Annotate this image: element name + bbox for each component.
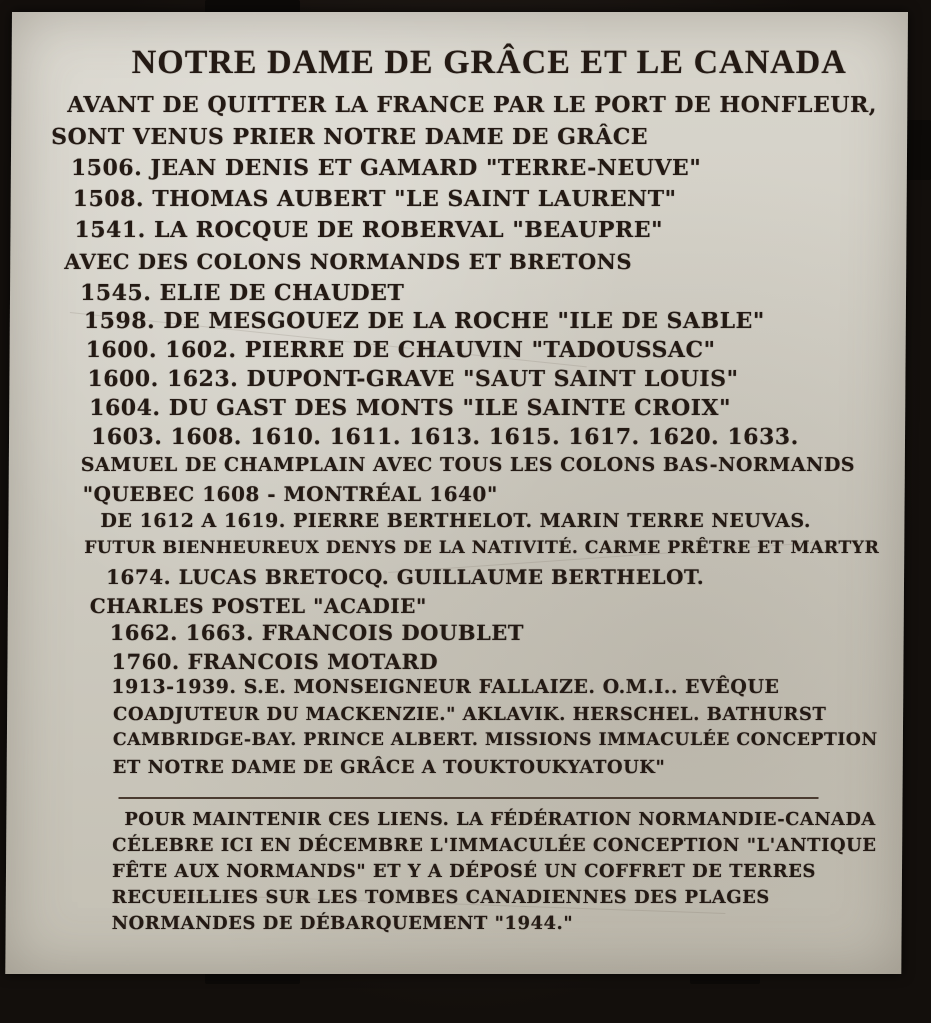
inscription-line: 1760. FRANCOIS MOTARD bbox=[111, 649, 439, 674]
inscription-line: 1674. LUCAS BRETOCQ. GUILLAUME BERTHELOT. bbox=[105, 565, 705, 589]
inscription-line: SAMUEL DE CHAMPLAIN AVEC TOUS LES COLONS BAS-NORMANDS bbox=[80, 454, 856, 476]
inscription-line: CAMBRIDGE-BAY. PRINCE ALBERT. MISSIONS IMMACULÉE CONCEPTION bbox=[112, 730, 878, 750]
inscription-line: AVANT DE QUITTER LA FRANCE PAR LE PORT DE HONFLEUR, bbox=[67, 92, 878, 118]
inscription-line: 1604. DU GAST DES MONTS "ILE SAINTE CROIX" bbox=[89, 395, 732, 421]
inscription-line: 1506. JEAN DENIS ET GAMARD "TERRE-NEUVE" bbox=[70, 155, 702, 181]
inscription-line: SONT VENUS PRIER NOTRE DAME DE GRÂCE bbox=[51, 124, 649, 150]
inscription-line: DE 1612 A 1619. PIERRE BERTHELOT. MARIN TERRE NEUVAS. bbox=[100, 510, 812, 532]
dedication-line: CÉLEBRE ICI EN DÉCEMBRE L'IMMACULÉE CONCEPTION "L'ANTIQUE bbox=[112, 835, 877, 856]
inscription-line: AVEC DES COLONS NORMANDS ET BRETONS bbox=[64, 249, 633, 274]
inscription-line: 1541. LA ROCQUE DE ROBERVAL "BEAUPRE" bbox=[74, 217, 664, 243]
inscription-line: 1603. 1608. 1610. 1611. 1613. 1615. 1617. 1620. 1633. bbox=[90, 424, 799, 450]
inscription-line: 1600. 1602. PIERRE DE CHAUVIN "TADOUSSAC" bbox=[85, 337, 716, 363]
inscription-line: "QUEBEC 1608 - MONTRÉAL 1640" bbox=[82, 482, 498, 506]
marble-plaque bbox=[5, 12, 908, 974]
dedication-line: RECUEILLIES SUR LES TOMBES CANADIENNES DES PLAGES bbox=[111, 887, 770, 908]
dedication-line: POUR MAINTENIR CES LIENS. LA FÉDÉRATION NORMANDIE-CANADA bbox=[124, 809, 876, 830]
inscription-line: ET NOTRE DAME DE GRÂCE A TOUKTOUKYATOUK" bbox=[112, 757, 666, 778]
inscription-line: 1508. THOMAS AUBERT "LE SAINT LAURENT" bbox=[72, 186, 677, 212]
inscription-line: 1600. 1623. DUPONT-GRAVE "SAUT SAINT LOUIS" bbox=[87, 366, 739, 392]
dedication-line: FÊTE AUX NORMANDS" ET Y A DÉPOSÉ UN COFFRET DE TERRES bbox=[111, 861, 816, 882]
inscription-line: 1545. ELIE DE CHAUDET bbox=[79, 280, 405, 306]
inscription-line: COADJUTEUR DU MACKENZIE." AKLAVIK. HERSCHEL. BATHURST bbox=[113, 704, 827, 725]
inscription-line: FUTUR BIENHEUREUX DENYS DE LA NATIVITÉ. CARME PRÊTRE ET MARTYR bbox=[84, 538, 880, 558]
inscription-divider bbox=[119, 797, 819, 799]
inscription-line: 1913-1939. S.E. MONSEIGNEUR FALLAIZE. O.M.I.. EVÊQUE bbox=[111, 676, 780, 698]
inscription-line: 1662. 1663. FRANCOIS DOUBLET bbox=[109, 620, 525, 645]
inscription-line: 1598. DE MESGOUEZ DE LA ROCHE "ILE DE SABLE" bbox=[83, 308, 765, 334]
inscription-line: CHARLES POSTEL "ACADIE" bbox=[89, 594, 427, 618]
dedication-line: NORMANDES DE DÉBARQUEMENT "1944." bbox=[111, 913, 574, 934]
plaque-title: NOTRE DAME DE GRÂCE ET LE CANADA bbox=[131, 44, 848, 81]
